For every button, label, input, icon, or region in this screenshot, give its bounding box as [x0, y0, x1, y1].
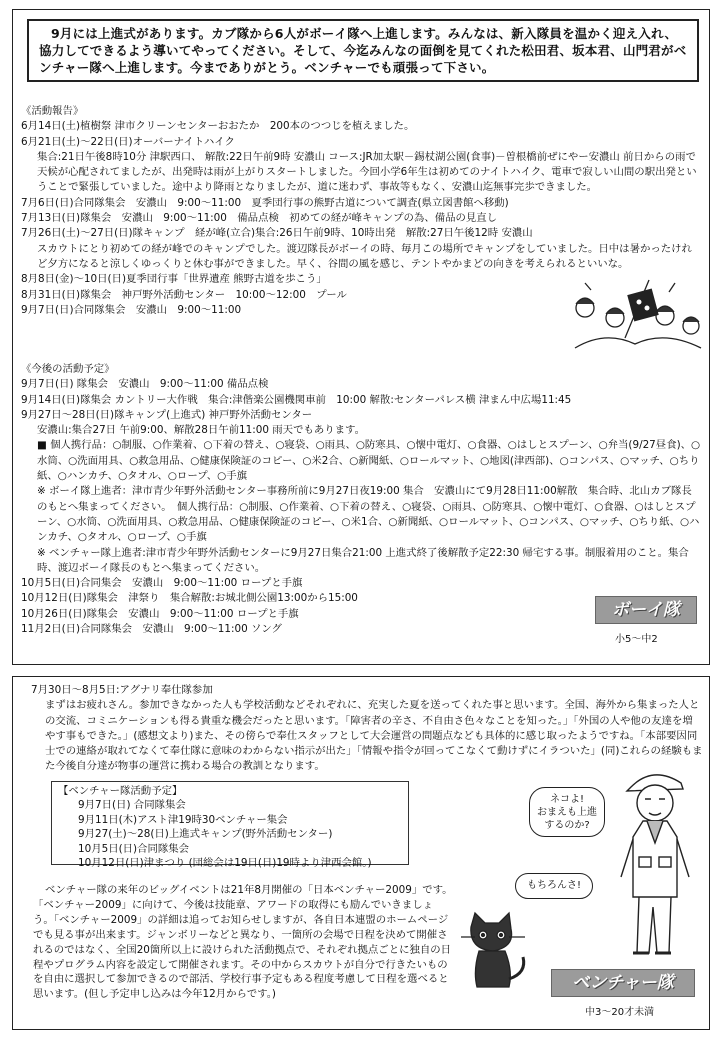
list-item: 9月14日(日)隊集会 カントリー大作戦 集合:津偕楽公園機関車前 10:00 解散:センターパレス横 津まん中広場11:45 — [21, 393, 572, 406]
list-item: 9月11日(木)アスト津19時30ベンチャー集会 — [78, 813, 288, 826]
boy-scout-age: 小5～中2 — [615, 634, 658, 645]
plan-heading: 《今後の活動予定》 — [21, 363, 115, 375]
list-item: 10月26日(日)隊集会 安濃山 9:00～11:00 ロープと手旗 — [21, 607, 299, 620]
announcement-box — [27, 19, 699, 82]
list-item: 10月12日(日)津まつり (団総会は19日(日)19時より津西会館。) — [78, 857, 372, 870]
list-item: ※ ベンチャー隊上進者:津市青少年野外活動センターに9月27日集合21:00 上進式終了後解散予定22:30 帰宅する事。制服着用のこと。集合時、渡辺ボーイ隊長のもとへ集まってください。 — [37, 546, 689, 574]
list-item: 7月13日(日)隊集会 安濃山 9:00～11:00 備品点検 初めての経が峰キャンプの為、備品の見直し — [21, 212, 498, 225]
list-item: 9月7日(日) 合同隊集会 — [78, 799, 186, 812]
list-item: 9月7日(日)合同隊集会 安濃山 9:00～11:00 — [21, 303, 242, 316]
venture-scout-age: 中3～20才未満 — [585, 1007, 655, 1018]
list-item: 10月5日(日)合同集会 安濃山 9:00～11:00 ロープと手旗 — [21, 577, 303, 590]
list-item: 8月31日(日)隊集会 神戸野外活動センター 10:00～12:00 プール — [21, 288, 347, 301]
speech-bubble-scout: ネコよ! おまえも上進 するのか? — [529, 787, 605, 837]
list-item: 9月7日(日) 隊集会 安濃山 9:00～11:00 備品点検 — [21, 378, 269, 391]
aguna-body: まずはお疲れさん。参加できなかった人も学校活動などそれぞれに、充実した夏を送ってくれた事と思います。全国、海外から集まった人との交流、コミニケーションも得る貴重な機会だったと思います。「障害者の辛さ、不自由さ色々なことを知った。」「外国の人や他の友達を増やす事もできた。」(感想文より)また、その傍らで奉仕スタッフとして大会運営の問題点なども具体的に感じ取ったようですね。「本部要因同士での連絡が取れてなくて奉仕隊に意味のわからない指示が出た」「情報や指令が回ってこなくて動けずにイラついた」(同)これらの経験もまた今後自分達が物事の運営に携わる場合の教訓となります。 — [45, 699, 703, 773]
venture-scout-badge — [551, 969, 695, 997]
list-item: スカウトにとり初めての経が峰でのキャンプでした。渡辺隊長がボーイの時、毎月この場所でキャンプをしていました。日中は暑かったけれど夕方になると涼しくゆっくりと休む事ができました。早く、谷間の風を感じ、テントやかまどの向きを考えられるといいな。 — [37, 242, 692, 270]
scout-boy-illustration — [603, 747, 703, 967]
report-heading: 《活動報告》 — [21, 105, 84, 117]
venture-schedule-heading: 【ベンチャー隊活動予定】 — [58, 785, 183, 797]
list-item: 11月2日(日)合同隊集会 安濃山 9:00～11:00 ソング — [21, 623, 282, 636]
cat-illustration — [453, 907, 533, 997]
scouts-illustration — [565, 278, 705, 358]
venture-scout-badge-title: ベンチャー隊 — [572, 973, 674, 993]
aguna-title: 7月30日～8月5日:アグナリ奉仕隊参加 — [31, 684, 213, 696]
list-item: 7月26日(土)～27日(日)隊キャンプ 経が峰(立合)集合:26日午前9時、10時出発 解散:27日午後12時 安濃山 — [21, 227, 533, 240]
venture-schedule-list — [58, 798, 402, 870]
announcement-text: 9月には上進式があります。カブ隊から6人がボーイ隊へ上進します。みんなは、新入隊員を温かく迎え入れ、協力してできるよう導いてやってください。そして、今迄みんなの面倒を見てくれた松田君、坂本君、山門君がベンチャー隊へ上進します。今までありがとう。ベンチャーでも頑張って下さい。 — [39, 26, 687, 75]
list-item: 6月21日(土)～22日(日)オーバーナイトハイク — [21, 135, 235, 148]
boy-scout-badge-title: ボーイ隊 — [612, 600, 680, 620]
list-item: 8月8日(金)～10日(日)夏季団行事「世界遺産 熊野古道を歩こう」 — [21, 273, 327, 286]
list-item: 10月5日(日)合同隊集会 — [78, 842, 190, 855]
venture-schedule — [51, 781, 409, 870]
list-item: 安濃山:集合27日 午前9:00、解散28日午前11:00 雨天でもあります。 — [37, 424, 365, 437]
list-item: 6月14日(土)植樹祭 津市クリーンセンターおおたか 200本のつつじを植えました。 — [21, 120, 415, 133]
list-item: 集合:21日午後8時10分 津駅西口、 解散:22日午前9時 安濃山 コース:JR加太駅－錫杖湖公園(食事)－曽根橋前ぜにやー安濃山 前日からの雨で天候が心配されてましたが、出発時は雨が上がりスタートしました。今回小学6年生は初めてのナイトハイク、電車で寂しい山間の駅出発ということで緊張していました。途中より降雨となりましたが、道に迷わず、事故等もなく、安濃山迄無事完歩できました。 — [37, 150, 697, 194]
list-item: 10月12日(日)隊集会 津祭り 集合解散:お城北側公園13:00から15:00 — [21, 592, 358, 605]
list-item: ※ ボーイ隊上進者：津市青少年野外活動センター事務所前に9月27日夜19:00 集合 安濃山にて9月28日11:00解散 集合時、北山カブ隊長のもとへ集まってください。 個人携行品：○制服、○作業着、○下着の替え、○寝袋、○雨具、○防寒具、○懐中電灯、○食器、○はしとスプーン、○水筒、○洗面用具、○救急用品、○健康保険証のコピー、○米1合、○新聞紙、○ロールマット、○コンパス、○マッチ、○ちり紙、○ハンカチ、○タオル、○ロープ、○手旗 — [37, 485, 700, 544]
boy-scout-badge — [595, 596, 697, 624]
list-item: ■ 個人携行品：○制服、○作業着、○下着の替え、○寝袋、○雨具、○防寒具、○懐中電灯、○食器、○はしとスプーン、○弁当(9/27昼食)、○水筒、○洗面用具、○救急用品、○健康保険証のコピー、○米2合、○新聞紙、○ロールマット、○地図(津西部)、○コンパス、○マッチ、○ちり紙、○ハンカチ、○タオル、○ロープ、○手旗 — [37, 439, 701, 483]
venture-2009-paragraph: ベンチャー隊の来年のビッグイベントは21年8月開催の「日本ベンチャー2009」です。「ベンチャー2009」に向けて、今後は技能章、アワードの取得にも励んでいきましょう。「ベンチャー2009」の詳細は追ってお知らせしますが、各自日本連盟のホームページでも見る事が出来ます。ジャンボリーなどと異なり、一箇所の会場で日程を決めて開催されるのではなく、全国20箇所以上に設けられた活動拠点で、それぞれ拠点ごとに独自の日程やプログラム内容を設定して開催されます。その中からスカウトが自分で行きたいものを自由に選択して参加できるので部活、学校行事予定もある程度考慮して日程を選べると思います。(但し予定申し込みは今年12月からです。) — [33, 884, 453, 1001]
speech-bubble-cat: もちろんさ! — [515, 873, 593, 899]
list-item: 9月27日～28日(日)隊キャンプ(上進式) 神戸野外活動センター — [21, 408, 313, 421]
boy-section — [12, 9, 710, 665]
list-item: 9月27(土)～28(日)上進式キャンプ(野外活動センター) — [78, 828, 333, 841]
venture-2009-text — [33, 883, 453, 1002]
venture-section — [12, 676, 710, 1030]
list-item: 7月6日(日)合同隊集会 安濃山 9:00～11:00 夏季団行事の熊野古道について調査(県立図書館へ移動) — [21, 196, 509, 209]
